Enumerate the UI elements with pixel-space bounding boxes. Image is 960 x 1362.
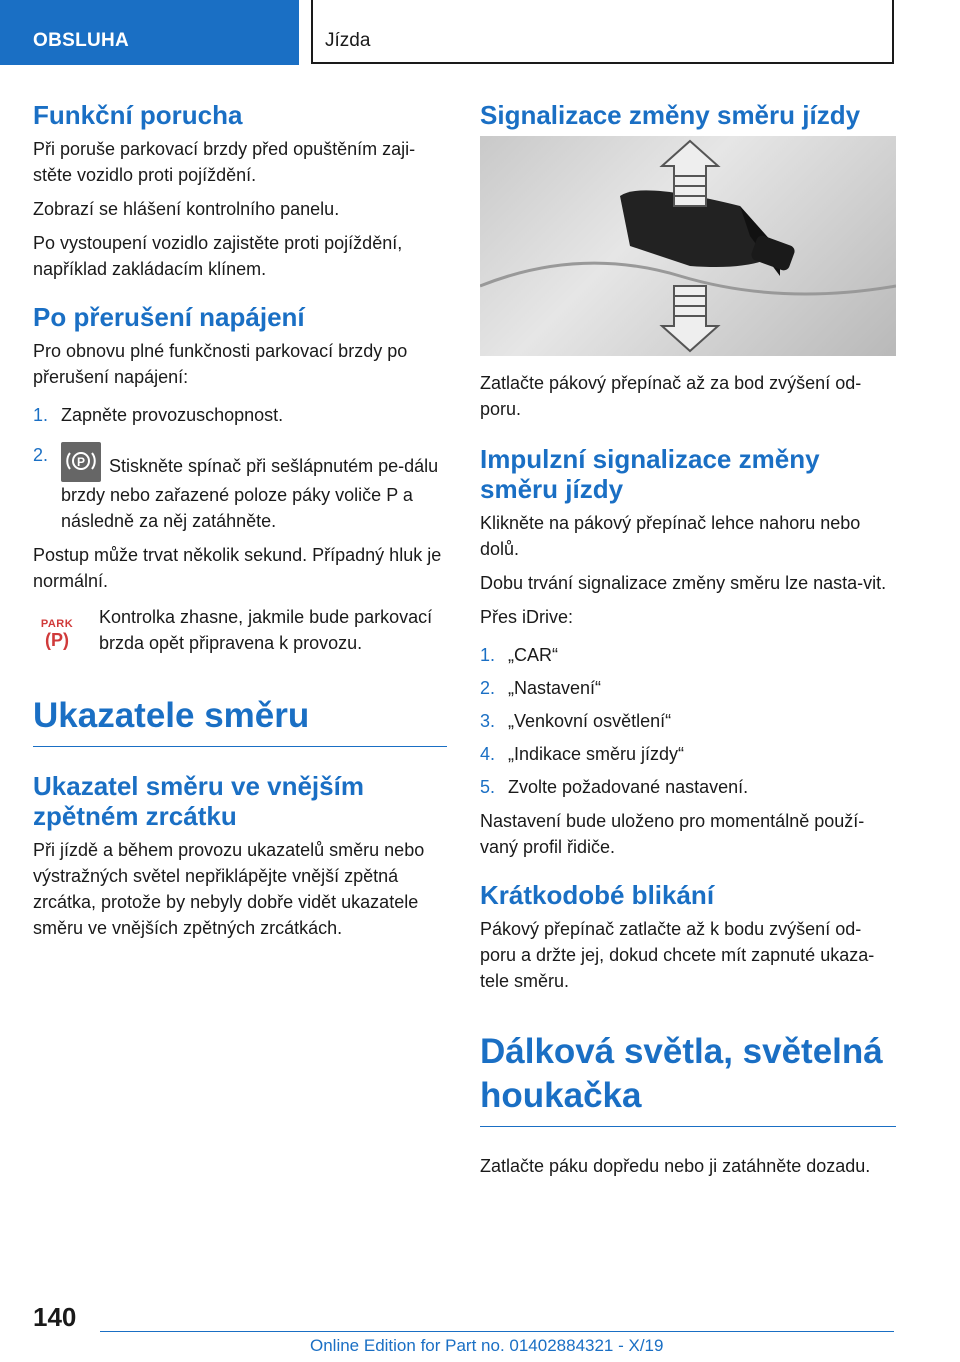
paragraph: Zatlačte pákový přepínač až za bod zvýšení od-poru. — [480, 373, 862, 419]
step-text: „Venkovní osvětlení“ — [508, 711, 672, 731]
header-chapter — [311, 0, 894, 64]
step-number: 5. — [480, 777, 496, 797]
step-text: „Nastavení“ — [508, 678, 602, 698]
park-label: PARK — [40, 618, 74, 630]
heading-impulse-signal: Impulzní signalizace změny směru jízdy — [480, 444, 820, 504]
footer-edition: Online Edition for Part no. 01402884321 - X/19 — [310, 1336, 664, 1355]
paragraph: Pro obnovu plné funkčnosti parkovací brzdy po přerušení napájení: — [33, 341, 408, 387]
heading-functional-fault: Funkční porucha — [33, 100, 243, 130]
heading-turn-signals: Ukazatele směru — [33, 694, 447, 747]
paragraph: Nastavení bude uloženo pro momentálně použí-vaný profil řidiče. — [480, 811, 865, 857]
paragraph: Přes iDrive: — [480, 607, 574, 627]
svg-text:P: P — [76, 455, 86, 469]
paragraph: Zobrazí se hlášení kontrolního panelu. — [33, 199, 340, 219]
step-number: 1. — [33, 405, 49, 425]
parking-brake-button-icon — [61, 442, 101, 482]
heading-short-blink: Krátkodobé blikání — [480, 880, 715, 910]
step-number: 2. — [480, 678, 496, 698]
paragraph: Při jízdě a během provozu ukazatelů směru nebo výstražných světel nepřiklápějte vnější zpětná zrcátka, protože by nebyly dobře vidět ukazatele směru ve vnějších zpětných zrcátkách. — [33, 840, 425, 938]
footer-divider — [100, 1331, 894, 1332]
turn-signal-lever-image — [480, 136, 896, 356]
step-text: „Indikace směru jízdy“ — [508, 744, 685, 764]
paragraph: Pákový přepínač zatlačte až k bodu zvýšení od-poru a držte jej, dokud chcete mít zapnuté ukaza-tele směru. — [480, 919, 875, 991]
park-symbol: (P) — [45, 630, 69, 650]
paragraph: Dobu trvání signalizace změny směru lze nasta-vit. — [480, 573, 887, 593]
park-warning-icon — [37, 618, 77, 650]
paragraph: Klikněte na pákový přepínač lehce nahoru nebo dolů. — [480, 513, 861, 559]
header-section-label: OBSLUHA — [33, 30, 130, 51]
step-number: 3. — [480, 711, 496, 731]
left-column — [33, 100, 447, 949]
list-item — [480, 774, 896, 800]
steps-list — [33, 402, 447, 534]
list-item — [33, 442, 447, 534]
right-column — [480, 100, 896, 1187]
paragraph: Postup může trvat několik sekund. Případný hluk je normální. — [33, 545, 442, 591]
heading-turn-signal: Signalizace změny směru jízdy — [480, 100, 861, 130]
list-item — [480, 741, 896, 767]
heading-after-power-loss: Po přerušení napájení — [33, 302, 305, 332]
park-note — [33, 604, 447, 656]
paragraph: Zatlačte páku dopředu nebo ji zatáhněte dozadu. — [480, 1156, 871, 1176]
heading-mirror-indicator: Ukazatel směru ve vnějším zpětném zrcátku — [33, 771, 364, 831]
heading-high-beams: Dálková světla, světelná houkačka — [480, 1030, 896, 1127]
page-number: 140 — [33, 1302, 77, 1332]
step-text: Stiskněte spínač při sešlápnutém pe-dálu brzdy nebo zařazené poloze páky voliče P a následně za něj zatáhněte. — [61, 456, 439, 531]
header-section — [0, 0, 299, 65]
step-text: Zvolte požadované nastavení. — [508, 777, 749, 797]
steps-list — [480, 642, 896, 800]
header-chapter-label: Jízda — [325, 30, 371, 51]
paragraph: Po vystoupení vozidlo zajistěte proti pojíždění, například zakládacím klínem. — [33, 233, 403, 279]
list-item — [33, 402, 447, 428]
paragraph: Při poruše parkovací brzdy před opuštěním zaji-stěte vozidlo proti pojíždění. — [33, 139, 416, 185]
step-text: „CAR“ — [508, 645, 558, 665]
step-number: 2. — [33, 445, 49, 465]
list-item — [480, 708, 896, 734]
step-number: 1. — [480, 645, 496, 665]
note-text: Kontrolka zhasne, jakmile bude parkovací brzda opět připravena k provozu. — [99, 607, 433, 653]
list-item — [480, 675, 896, 701]
step-number: 4. — [480, 744, 496, 764]
list-item — [480, 642, 896, 668]
step-text: Zapněte provozuschopnost. — [61, 405, 284, 425]
